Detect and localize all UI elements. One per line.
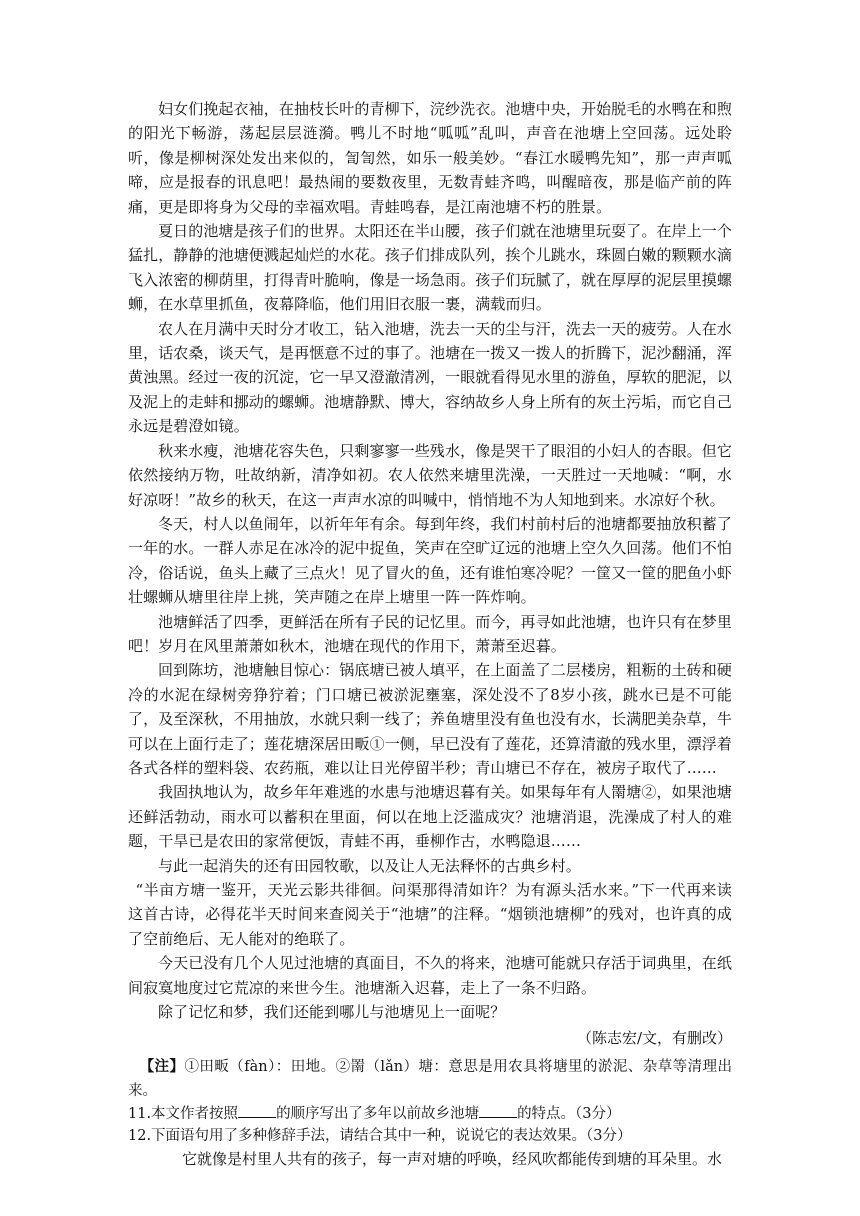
paragraph: 冬天，村人以鱼闹年，以祈年年有余。每到年终，我们村前村后的池塘都要抽放积蓄了一年的水。一群人赤足在冰冷的泥中捉鱼，笑声在空旷辽远的池塘上空久久回荡。他们不怕冷，俗话说，鱼头上藏了三点火！见了冒火的鱼，还有谁怕寒冷呢？一筐又一筐的肥鱼小虾壮螺蛳从塘里往岸上挑，笑声随之在岸上塘里一阵一阵炸响。 bbox=[128, 514, 733, 607]
paragraph: 秋来水瘦，池塘花容失色，只剩寥寥一些残水，像是哭干了眼泪的小妇人的杏眼。但它依然接纳万物，吐故纳新，清净如初。农人依然来塘里洗澡，一天胜过一天地喊：“啊，水好凉呀！”故乡的秋天，在这一声声水凉的叫喊中，悄悄地不为人知地到来。水凉好个秋。 bbox=[128, 441, 732, 509]
paragraph: 农人在月满中天时分才收工，钻入池塘，洗去一天的尘与汗，洗去一天的疲劳。人在水里，话农桑，谈天气，是再惬意不过的事了。池塘在一拨又一拨人的折腾下，泥沙翻涌，浑黄浊黑。经过一夜的沉淀，它一早又澄澈清冽，一眼就看得见水里的游鱼，厚软的肥泥，以及泥上的走蚌和挪动的螺蛳。池塘静默、博大，容纳故乡人身上所有的灰土污垢，而它自己永远是碧澄如镜。 bbox=[128, 319, 733, 436]
footnote bbox=[128, 1055, 732, 1103]
question-12: 12.下面语句用了多种修辞手法，请结合其中一种，说说它的表达效果。（3分） bbox=[128, 1127, 632, 1144]
answer-blank[interactable] bbox=[479, 1104, 517, 1118]
paragraph: 今天已没有几个人见过池塘的真面目，不久的将来，池塘可能就只存活于词典里，在纸间寂寞地度过它荒凉的来世今生。池塘渐入迟暮，走上了一条不归路。 bbox=[128, 954, 732, 997]
paragraph: 池塘鲜活了四季，更鲜活在所有子民的记忆里。而今，再寻如此池塘，也许只有在梦里吧！岁月在风里萧萧如秋木，池塘在现代的作用下，萧萧至迟暮。 bbox=[128, 612, 732, 655]
article bbox=[128, 97, 732, 1171]
question-11 bbox=[128, 1103, 732, 1125]
paragraph: 夏日的池塘是孩子们的世界。太阳还在半山腰，孩子们就在池塘里玩耍了。在岸上一个猛扎，静静的池塘便溅起灿烂的水花。孩子们排成队列，挨个儿跳水，珠圆白嫩的颗颗水滴飞入浓密的柳荫里，打得青叶脆响，像是一场急雨。孩子们玩腻了，就在厚厚的泥层里摸螺蛳，在水草里抓鱼，夜幕降临，他们用旧衣服一裹，满载而归。 bbox=[128, 222, 733, 314]
byline: （陈志宏/文，有删改） bbox=[576, 1029, 732, 1048]
question-11-middle: 的顺序写出了多年以前故乡池塘 bbox=[276, 1105, 480, 1122]
answer-blank[interactable] bbox=[238, 1104, 276, 1118]
footnote-text: ①田畈（fàn）：田地。②罱（lǎn）塘：意思是用农具将塘里的淤泥、杂草等清理出来。 bbox=[128, 1058, 733, 1099]
paragraph: 妇女们挽起衣袖，在抽枝长叶的青柳下，浣纱洗衣。池塘中央，开始脱毛的水鸭在和煦的阳光下畅游，荡起层层涟漪。鸭儿不时地“呱呱”乱叫，声音在池塘上空回荡。远处聆听，像是柳树深处发出来似的，訇訇然，如乐一般美妙。“春江水暖鸭先知”，那一声声呱啼，应是报春的讯息吧！最热闹的要数夜里，无数青蛙齐鸣，叫醒暗夜，那是临产前的阵痛，更是即将身为父母的幸福欢唱。青蛙鸣春，是江南池塘不朽的胜景。 bbox=[128, 100, 732, 216]
paragraph: 与此一起消失的还有田园牧歌，以及让人无法释怀的古典乡村。 bbox=[158, 856, 581, 875]
question-12-quote: 它就像是村里人共有的孩子，每一声对塘的呼唤，经风吹都能传到塘的耳朵里。水 bbox=[182, 1149, 723, 1168]
question-11-prefix: 11.本文作者按照 bbox=[128, 1105, 239, 1122]
paragraph: “半亩方塘一鉴开，天光云影共徘徊。问渠那得清如许？为有源头活水来。”下一代再来读这首古诗，必得花半天时间来查阅关于“池塘”的注释。“烟锁池塘柳”的残对，也许真的成了空前绝后、无人能对的绝联了。 bbox=[128, 881, 732, 948]
footnote-label: 【注】 bbox=[139, 1057, 185, 1075]
paragraph: 我固执地认为，故乡年年难逃的水患与池塘迟暮有关。如果每年有人罱塘②，如果池塘还鲜活勃动，雨水可以蓄积在里面，何以在地上泛滥成灾？池塘消退，洗澡成了村人的难题，干旱已是农田的家常便饭，青蛙不再，垂柳作古，水鸭隐退…… bbox=[128, 783, 732, 851]
paragraph: 回到陈坊，池塘触目惊心：锅底塘已被人填平，在上面盖了二层楼房，粗粝的土砖和硬冷的水泥在绿树旁狰狞着；门口塘已被淤泥壅塞，深处没不了8岁小孩，跳水已是不可能了，及至深秋，不用抽放，水就只剩一线了；养鱼塘里没有鱼也没有水，长满肥美杂草，牛可以在上面行走了；莲花塘深居田畈①一侧，早已没有了莲花，还算清澈的残水里，漂浮着各式各样的塑料袋、农药瓶，难以让日光停留半秒；青山塘已不存在，被房子取代了…… bbox=[128, 661, 733, 777]
question-11-suffix: 的特点。（3分） bbox=[517, 1105, 621, 1122]
paragraph: 除了记忆和梦，我们还能到哪儿与池塘见上一面呢？ bbox=[158, 1003, 506, 1022]
